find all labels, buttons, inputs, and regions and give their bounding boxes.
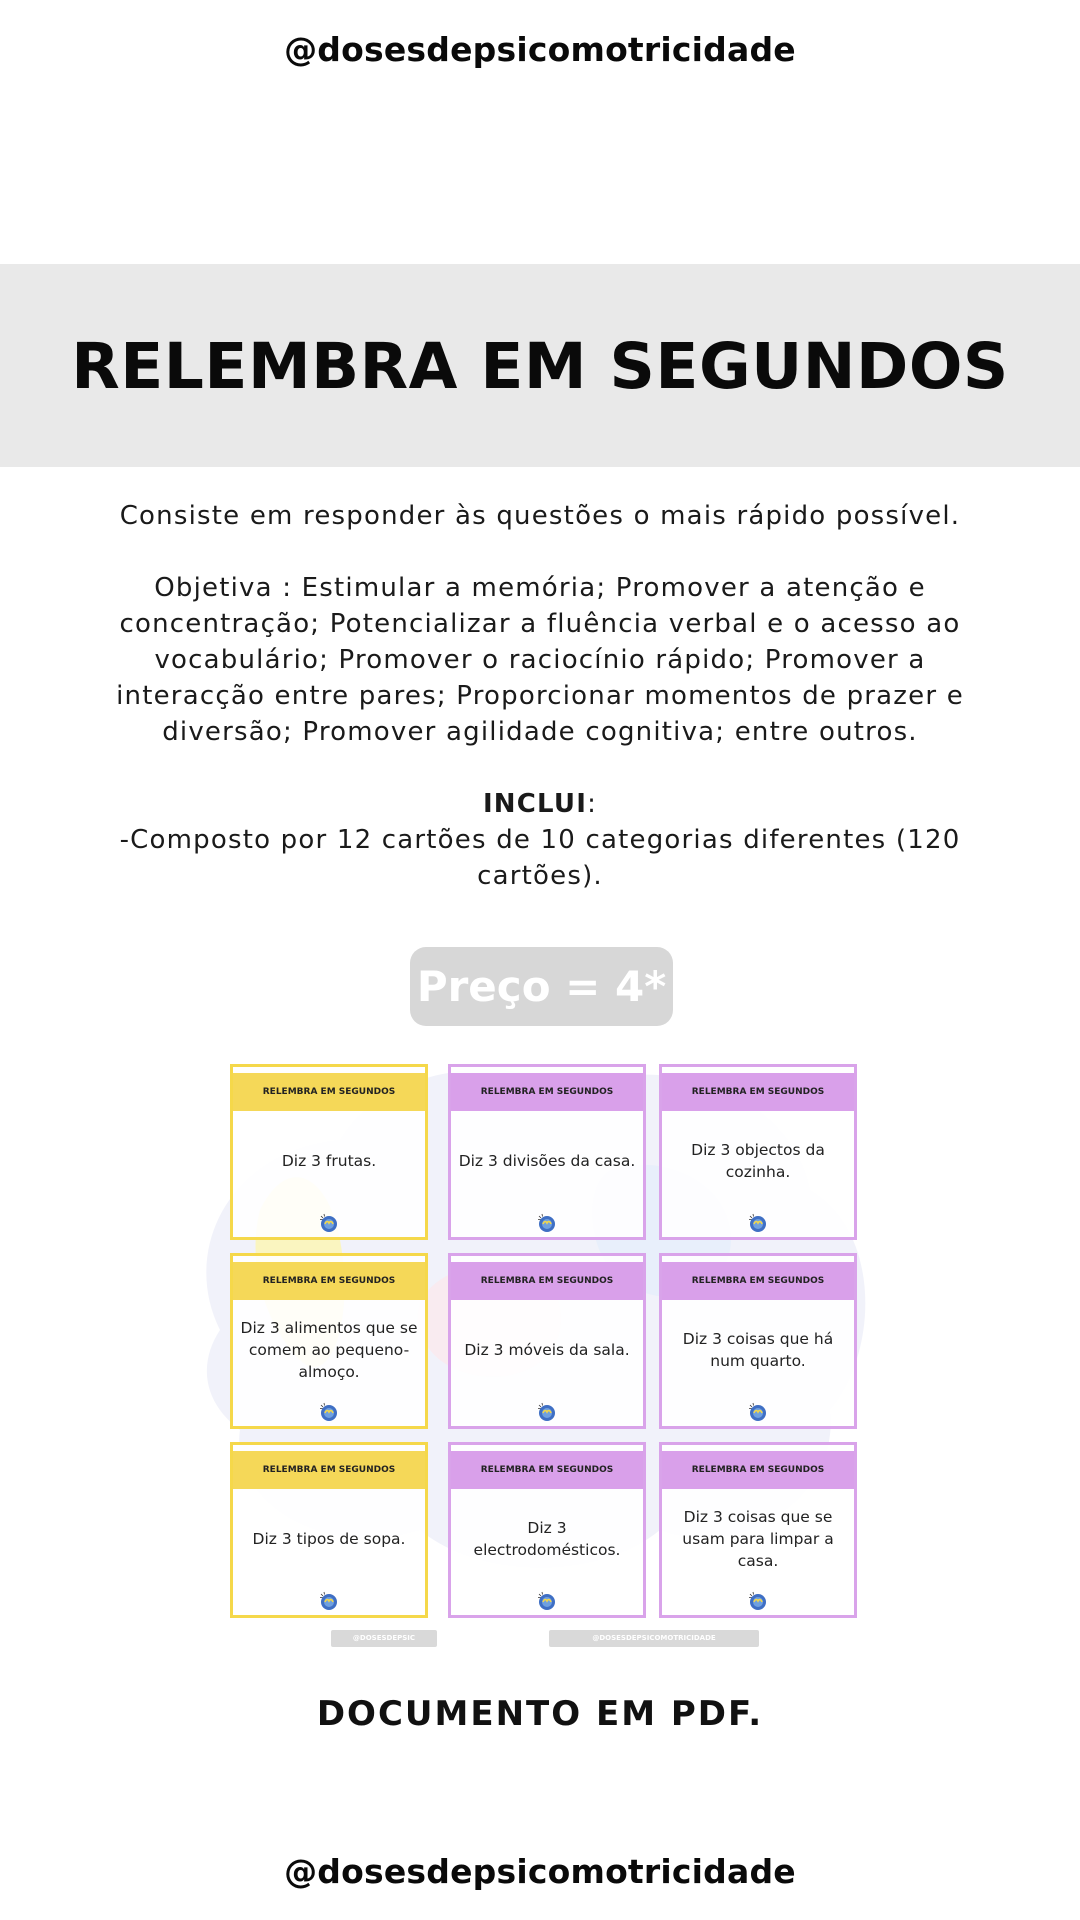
activity-card xyxy=(448,1064,646,1240)
card-prompt: Diz 3 tipos de sopa. xyxy=(252,1530,406,1548)
card-header: RELEMBRA EM SEGUNDOS xyxy=(233,1451,425,1489)
page-title: RELEMBRA EM SEGUNDOS xyxy=(71,330,1009,403)
card-header: RELEMBRA EM SEGUNDOS xyxy=(451,1262,643,1300)
activity-card xyxy=(230,1253,428,1429)
activity-card xyxy=(448,1253,646,1429)
activity-card xyxy=(230,1064,428,1240)
brand-logo-icon xyxy=(319,1591,339,1611)
includes-colon: : xyxy=(587,789,598,819)
card-header: RELEMBRA EM SEGUNDOS xyxy=(451,1451,643,1489)
instagram-handle-bottom: @dosesdepsicomotricidade xyxy=(284,1852,796,1891)
card-header: RELEMBRA EM SEGUNDOS xyxy=(451,1073,643,1111)
card-header: RELEMBRA EM SEGUNDOS xyxy=(662,1451,854,1489)
card-prompt: Diz 3 coisas que se usam para limpar a casa. xyxy=(682,1508,834,1570)
card-prompt: Diz 3 coisas que há num quarto. xyxy=(682,1330,834,1370)
activity-card xyxy=(448,1442,646,1618)
instagram-handle-top: @dosesdepsicomotricidade xyxy=(284,30,796,69)
brand-logo-icon xyxy=(319,1402,339,1422)
card-prompt: Diz 3 móveis da sala. xyxy=(464,1341,630,1359)
document-format-note: DOCUMENTO EM PDF. xyxy=(316,1694,764,1734)
brand-logo-icon xyxy=(319,1213,339,1233)
card-prompt: Diz 3 divisões da casa. xyxy=(458,1152,636,1170)
card-header: RELEMBRA EM SEGUNDOS xyxy=(662,1262,854,1300)
brand-logo-icon xyxy=(537,1213,557,1233)
brand-logo-icon xyxy=(748,1213,768,1233)
brand-logo-icon xyxy=(537,1402,557,1422)
includes-text: -Composto por 12 cartões de 10 categorias diferentes (120 cartões). xyxy=(119,825,961,891)
activity-card xyxy=(230,1442,428,1618)
activity-card xyxy=(659,1442,857,1618)
watermark-strip: @DOSESDEPSICOMOTRICIDADE xyxy=(549,1630,759,1647)
price-badge: Preço = 4* xyxy=(410,947,673,1026)
description-objectives: Objetiva : Estimular a memória; Promover a atenção e concentração; Potencializar a fluência verbal e o acesso ao vocabulário; Promover o raciocínio rápido; Promover a interacção entre pares; Proporcionar momentos de prazer e diversão; Promover agilidade cognitiva; entre outros. xyxy=(116,573,964,747)
card-prompt: Diz 3 electrodomésticos. xyxy=(473,1519,621,1559)
card-prompt: Diz 3 alimentos que se comem ao pequeno-almoço. xyxy=(240,1319,418,1381)
brand-logo-icon xyxy=(748,1402,768,1422)
watermark-strip: @DOSESDEPSIC xyxy=(331,1630,437,1647)
card-header: RELEMBRA EM SEGUNDOS xyxy=(233,1073,425,1111)
activity-card xyxy=(659,1064,857,1240)
activity-card xyxy=(659,1253,857,1429)
brand-logo-icon xyxy=(537,1591,557,1611)
card-prompt: Diz 3 objectos da cozinha. xyxy=(691,1141,825,1181)
card-header: RELEMBRA EM SEGUNDOS xyxy=(233,1262,425,1300)
description-includes xyxy=(110,786,970,894)
brand-logo-icon xyxy=(748,1591,768,1611)
card-prompt: Diz 3 frutas. xyxy=(281,1152,377,1170)
title-banner xyxy=(0,264,1080,467)
card-header: RELEMBRA EM SEGUNDOS xyxy=(662,1073,854,1111)
description-intro: Consiste em responder às questões o mais rápido possível. xyxy=(119,501,961,531)
includes-label: INCLUI xyxy=(482,789,588,819)
